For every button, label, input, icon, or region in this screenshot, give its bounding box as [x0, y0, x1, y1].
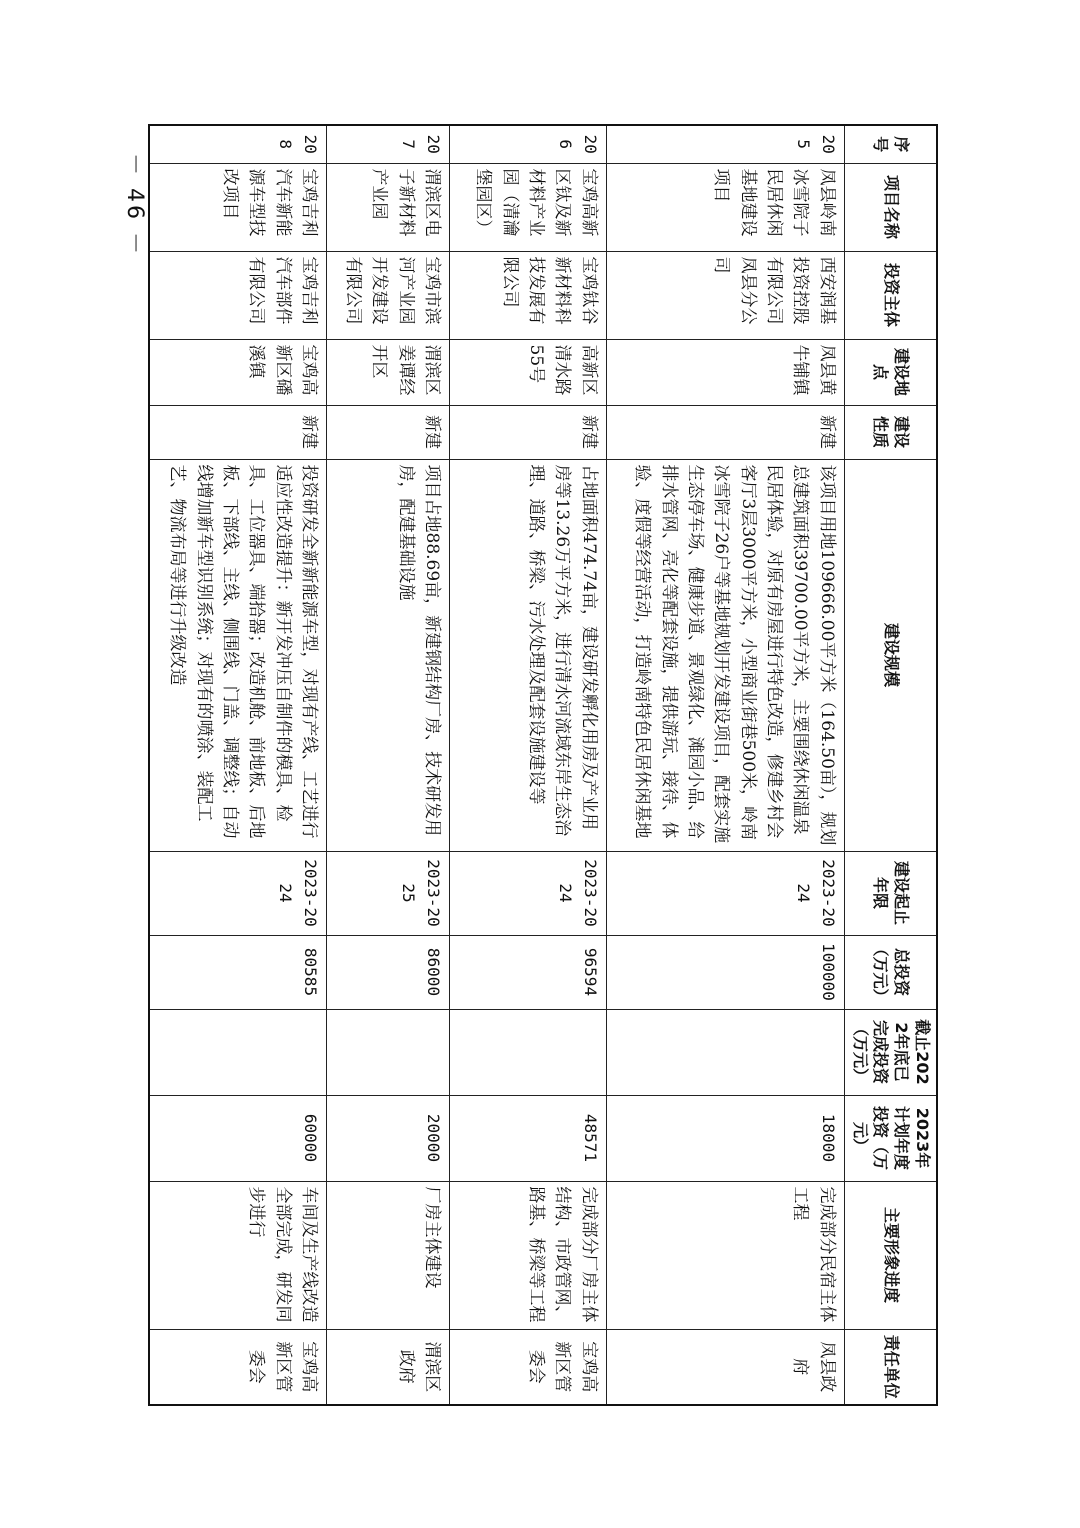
header-seq: 序号: [844, 125, 937, 163]
cell-seq: 206: [450, 125, 607, 163]
cell-investor: 宝鸡钛谷新材料科技发展有限公司: [450, 251, 607, 339]
cell-nature: 新建: [606, 405, 844, 459]
cell-progress: 车间及生产线改造全部完成，研发同步进行: [149, 1181, 327, 1329]
cell-location: 宝鸡高新区磻溪镇: [149, 339, 327, 405]
cell-total: 96594: [450, 935, 607, 1009]
cell-investor: 西安润基投资控股有限公司凤县分公司: [606, 251, 844, 339]
header-name: 项目名称: [844, 163, 937, 251]
cell-progress: 厂房主体建设: [327, 1181, 450, 1329]
cell-nature: 新建: [327, 405, 450, 459]
cell-progress: 完成部分厂房主体结构、市政管网、路基、桥梁等工程: [450, 1181, 607, 1329]
cell-location: 高新区清水路55号: [450, 339, 607, 405]
cell-scale: 该项目用地109666.00平方米（164.50亩），规划总建筑面积39700.00平方米，主要围绕休闲温泉民居体验，对原有房屋进行特色改造，修建乡村会客厅3层3000平方米，小型商业街巷500米，岭南冰雪院子26户等基地规划开发建设项目，配套实施生态停车场、健康步道、景观绿化、滩园小品、给排水管网、亮化等配套设施，提供游玩、接待、体验、度假等经营活动，打造岭南特色民居休闲基地: [606, 459, 844, 851]
project-table: [148, 124, 938, 1406]
table-row: [606, 125, 844, 1405]
header-period: 建设起止年限: [844, 851, 937, 935]
header-completed: 截止2022年底已完成投资（万元）: [844, 1009, 937, 1095]
cell-unit: 凤县政府: [606, 1329, 844, 1405]
cell-completed: [327, 1009, 450, 1095]
table-row: [327, 125, 450, 1405]
cell-name: 宝鸡吉利汽车新能源车型技改项目: [149, 163, 327, 251]
cell-seq: 208: [149, 125, 327, 163]
cell-period: 2023-2024: [149, 851, 327, 935]
cell-plan2023: 60000: [149, 1095, 327, 1181]
cell-period: 2023-2025: [327, 851, 450, 935]
cell-name: 宝鸡高新区钛及新材料产业园（清瀹堡园区）: [450, 163, 607, 251]
cell-plan2023: 20000: [327, 1095, 450, 1181]
cell-total: 100000: [606, 935, 844, 1009]
cell-location: 渭滨区姜谭经开区: [327, 339, 450, 405]
cell-investor: 宝鸡市滨河产业园开发建设有限公司: [327, 251, 450, 339]
header-location: 建设地点: [844, 339, 937, 405]
header-row: [844, 125, 937, 1405]
cell-period: 2023-2024: [450, 851, 607, 935]
cell-scale: 占地面积474.74亩，建设研发孵化用房及产业用房等13.26万平方米，进行清水河流域东岸生态治理、道路、桥梁、污水处理及配套设施建设等: [450, 459, 607, 851]
cell-name: 渭滨区电子新材料产业园: [327, 163, 450, 251]
cell-investor: 宝鸡吉利汽车部件有限公司: [149, 251, 327, 339]
header-plan2023: 2023年计划年度投资（万元）: [844, 1095, 937, 1181]
cell-location: 凤县黄牛铺镇: [606, 339, 844, 405]
cell-completed: [149, 1009, 327, 1095]
cell-nature: 新建: [149, 405, 327, 459]
header-investor: 投资主体: [844, 251, 937, 339]
cell-plan2023: 48571: [450, 1095, 607, 1181]
cell-unit: 宝鸡高新区管委会: [450, 1329, 607, 1405]
header-unit: 责任单位: [844, 1329, 937, 1405]
cell-completed: [450, 1009, 607, 1095]
rotated-page: [148, 124, 938, 1404]
cell-seq: 205: [606, 125, 844, 163]
table-row: [450, 125, 607, 1405]
cell-period: 2023-2024: [606, 851, 844, 935]
page-number: － 46 －: [122, 153, 147, 257]
cell-name: 凤县岭南冰雪院子民居休闲基地建设项目: [606, 163, 844, 251]
cell-scale: 投资研发全新新能源车型，对现有产线、工艺进行适应性改造提升：新开发冲压自制件的模具、检具、工位器具、端拾器；改造机舱、前地板、后地板、下部线、主线、侧围线、门盖、调整线；自动线增加新车型识别系统；对现有的喷涂、装配工艺、物流布局等进行升级改造: [149, 459, 327, 851]
cell-scale: 项目占地88.69亩，新建钢结构厂房、技术研发用房，配建基础设施: [327, 459, 450, 851]
cell-total: 80585: [149, 935, 327, 1009]
cell-seq: 207: [327, 125, 450, 163]
cell-unit: 渭滨区政府: [327, 1329, 450, 1405]
cell-nature: 新建: [450, 405, 607, 459]
header-nature: 建设性质: [844, 405, 937, 459]
cell-progress: 完成部分民宿主体工程: [606, 1181, 844, 1329]
header-total: 总投资（万元）: [844, 935, 937, 1009]
cell-plan2023: 18000: [606, 1095, 844, 1181]
cell-unit: 宝鸡高新区管委会: [149, 1329, 327, 1405]
header-scale: 建设规模: [844, 459, 937, 851]
cell-total: 86000: [327, 935, 450, 1009]
table-row: [149, 125, 327, 1405]
header-progress: 主要形象进度: [844, 1181, 937, 1329]
cell-completed: [606, 1009, 844, 1095]
